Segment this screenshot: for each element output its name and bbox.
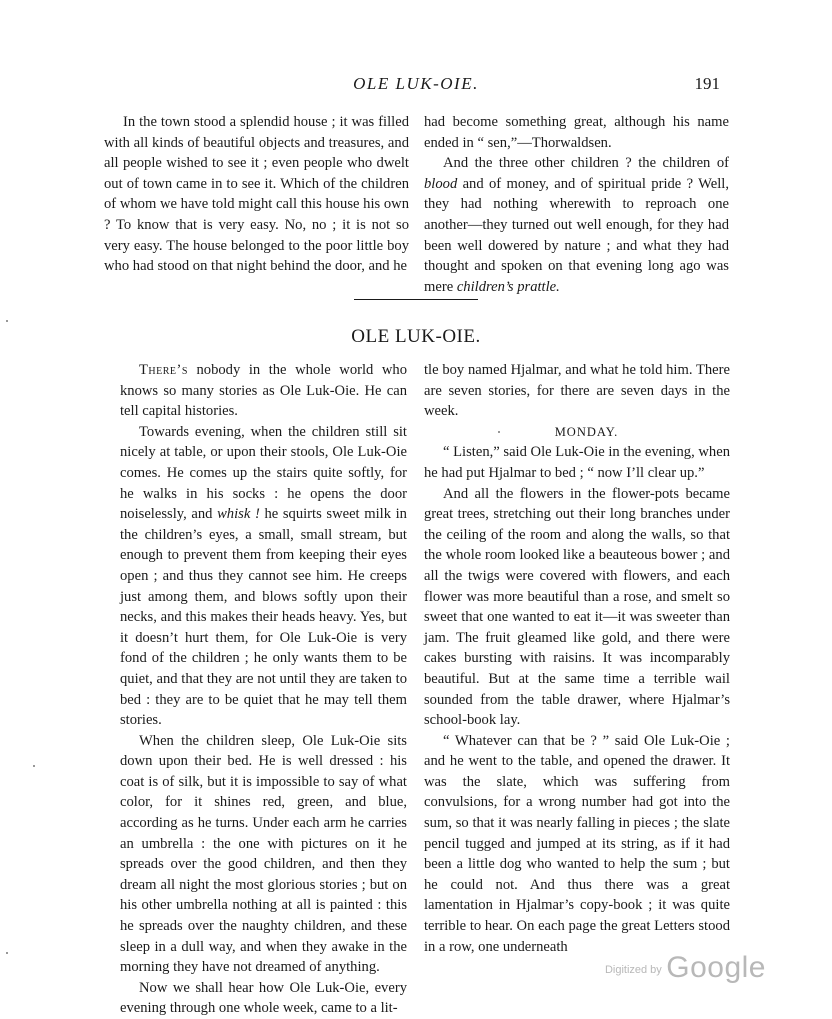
paragraph-2-text-a: Towards evening, when the children still sit nicely at table, or upon their stools, Ole Luk-Oie comes. He comes up the stairs quite softly, for he walks in his socks : he opens the door noiselessly, and (120, 423, 407, 523)
closing-text-a: And the three other children ? the children of (443, 155, 729, 172)
google-logo: Google (666, 951, 766, 984)
scan-speck (6, 952, 8, 954)
story-paragraph-3: When the children sleep, Ole Luk-Oie sits down upon their bed. He is well dressed : his coat is of silk, but it is impossible to say of what color, for it shines red, green, and blue, according as he turns. Under each arm he carries an umbrella : the one with pictures on it he spreads over the good children, and then they dream all night the most glorious stories ; but on his other umbrella nothing at all is painted : this he spreads over the naughty children, and these sleep in a dull way, and when they awake in the morning they have not dreamed of anything. (120, 732, 407, 976)
prior-story-left-column (104, 112, 409, 277)
prior-story-paragraph: In the town stood a splendid house ; it was filled with all kinds of beautiful objects and treasures, and all people wished to see it ; even people who dwelt out of town came in to see it. Which of the children of whom we have told might call this house his own ? To know that is very easy. No, no ; it is not so very easy. The house belonged to the poor little boy who had stood on that night behind the door, and he (104, 114, 409, 275)
paragraph-2-text-b: he squirts sweet milk in the children’s eyes, a small, small stream, but enough to prevent them from keeping their eyes open ; and thus they cannot see him. He creeps just among them, and blows softly upon their necks, and this makes their heads heavy. Yes, but it doesn’t hurt them, for Ole Luk-Oie is very fond of the children ; he only wants them to be quiet, and that they are not until they are taken to bed : they are to be quiet that he may tell them stories. (120, 506, 407, 729)
closing-text-b: and of money, and of spiritual pride ? Well, they had nothing wherewith to reproach one another—they turned out well enough, for they had been well dowered by nature ; and what they had thought and spoken on that evening long ago was mere (424, 175, 729, 295)
watermark-prefix: Digitized by (604, 964, 662, 976)
prior-story-right-column (424, 112, 729, 297)
running-title: OLE LUK-OIE. (353, 74, 479, 93)
closing-italic-prattle: children’s prattle. (456, 278, 560, 295)
opening-word: There’s (139, 362, 188, 378)
digitized-watermark (605, 951, 766, 985)
story-right-column (424, 360, 730, 957)
story-paragraph-2 (120, 422, 407, 731)
section-divider (354, 299, 478, 300)
paragraph-1-text: nobody in the whole world who knows so many stories as Ole Luk-Oie. He can tell capital histories. (120, 362, 407, 420)
story-left-column (120, 360, 407, 1019)
monday-paragraph-1: “ Listen,” said Ole Luk-Oie in the evening, when he had put Hjalmar to bed ; “ now I’ll clear up.” (424, 444, 730, 481)
story-paragraph-4: Now we shall hear how Ole Luk-Oie, every evening through one whole week, came to a lit- (120, 979, 407, 1017)
story-continuation: tle boy named Hjalmar, and what he told him. There are seven stories, for there are seven days in the week. (424, 362, 730, 420)
story-title: OLE LUK-OIE. (351, 326, 481, 347)
section-heading-monday: MONDAY. (554, 424, 619, 439)
scan-speck (6, 320, 8, 322)
scan-speck (498, 431, 500, 433)
italic-whisk: whisk ! (217, 506, 260, 523)
closing-italic-blood: blood (424, 175, 458, 192)
monday-paragraph-2: And all the flowers in the flower-pots became great trees, stretching out their long branches under the ceiling of the room and along the walls, so that the whole room looked like a beauteous bower ; and all the twigs were covered with flowers, and each flower was more beautiful than a rose, and smelt so sweet that one wanted to eat it—it was sweeter than jam. The fruit gleamed like gold, and there were cakes bursting with raisins. It was incomparably beautiful. But at the same time a terrible wail sounded from the table drawer, where Hjalmar’s school-book lay. (424, 485, 730, 729)
page-number: 191 (694, 74, 720, 93)
prior-story-continuation: had become something great, although his name ended in “ sen,”—Thorwaldsen. (424, 114, 729, 151)
scan-speck (33, 765, 35, 767)
story-paragraph-1 (120, 360, 407, 422)
running-head (0, 74, 832, 100)
prior-story-closing-paragraph (424, 153, 729, 297)
monday-paragraph-3: “ Whatever can that be ? ” said Ole Luk-Oie ; and he went to the table, and opened the drawer. It was the slate, which was suffering from convulsions, for a wrong number had got into the sum, so that it was nearly falling in pieces ; the slate pencil tugged and jumped at its string, as if it had been a little dog who wanted to help the sum ; but he could not. And thus there was a great lamentation in Hjalmar’s copy-book ; it was quite terrible to hear. On each page the great Letters stood in a row, one underneath (424, 732, 730, 955)
